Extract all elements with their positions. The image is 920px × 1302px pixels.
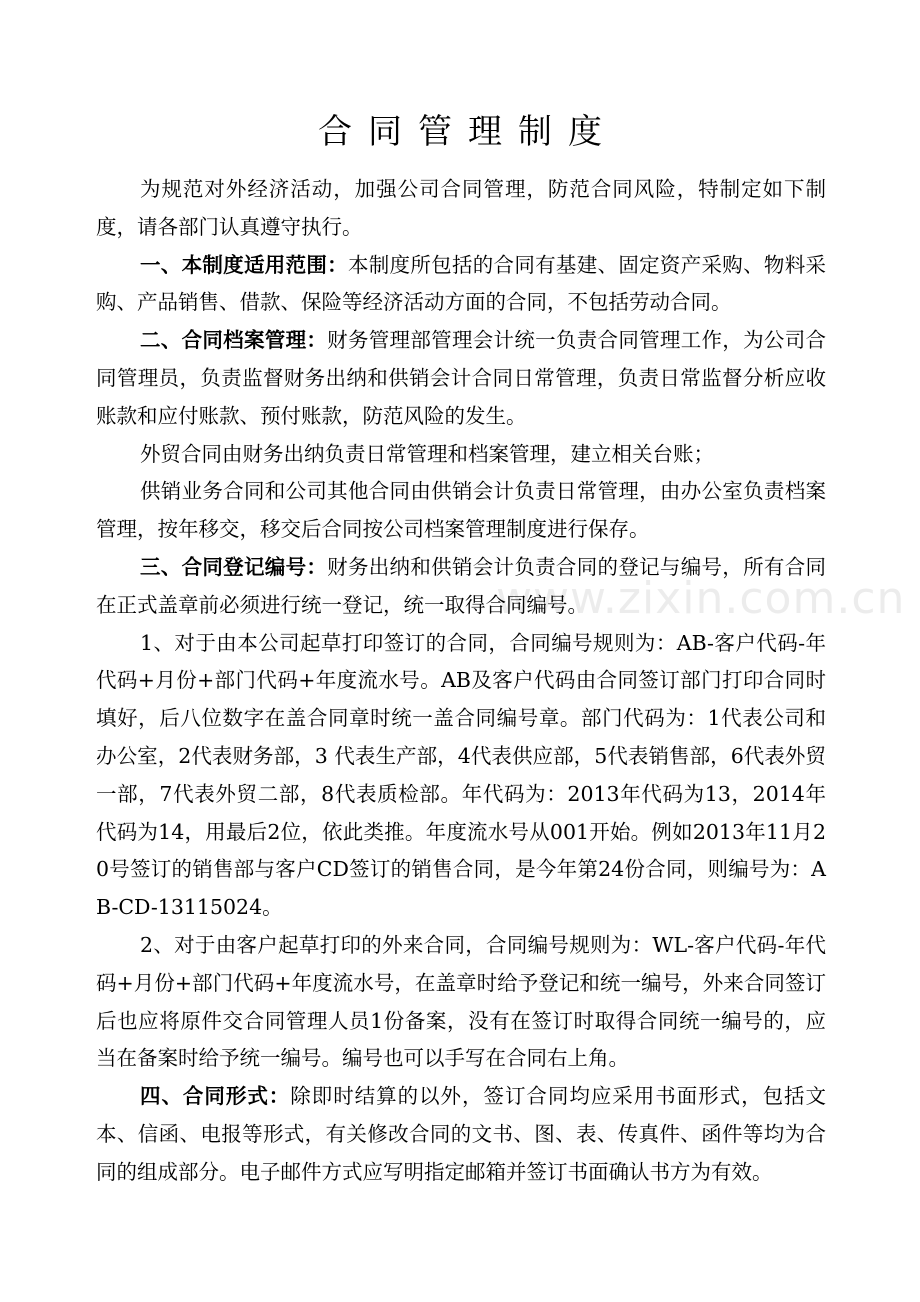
section-4-text: 除即时结算的以外，签订合同均应采用书面形式，包括文本、信函、电报等形式，有关修改合同的文书、图、表、传真件、函件等均为合同的组成部分。电子邮件方式应写明指定邮箱并签订书面确认书方为有效。 xyxy=(96,1084,827,1184)
section-2-text: 财务管理部管理会计统一负责合同管理工作，为公司合同管理员，负责监督财务出纳和供销会计合同日常管理，负责日常监督分析应收账款和应付账款、预付账款，防范风险的发生。 xyxy=(96,328,826,428)
section-1-paragraph xyxy=(96,247,826,323)
section-1-text: 本制度所包括的合同有基建、固定资产采购、物料采购、产品销售、借款、保险等经济活动方面的合同，不包括劳动合同。 xyxy=(96,252,826,315)
document-title: 合同管理制度 xyxy=(318,112,618,152)
section-2-foreign-trade-paragraph: 外贸合同由财务出纳负责日常管理和档案管理，建立相关台账； xyxy=(140,441,714,466)
section-3-item-1: 1、对于由本公司起草打印签订的合同，合同编号规则为：AB-客户代码-年代码+月份+部门代码+年度流水号。AB及客户代码由合同签订部门打印合同时填好，后八位数字在盖合同章时统一盖合同编号章。部门代码为：1代表公司和办公室，2代表财务部，3 代表生产部，4代表供应部，5代表销售部，6代表外贸一部，7代表外贸二部，8代表质检部。年代码为：2013年代码为13，2014年代码为14，用最后2位，依此类推。年度流水号从001开始。例如2013年11月20号签订的销售部与客户CD签订的销售合同，是今年第24份合同，则编号为：AB-CD-13115024。 xyxy=(96,630,826,920)
section-1-heading: 一、本制度适用范围： xyxy=(140,252,348,277)
section-2-heading: 二、合同档案管理： xyxy=(140,328,328,353)
document-body xyxy=(96,171,826,1192)
section-3-paragraph xyxy=(96,549,826,625)
section-3-item-2: 2、对于由客户起草打印的外来合同，合同编号规则为：WL-客户代码-年代码+月份+部门代码+年度流水号，在盖章时给予登记和统一编号，外来合同签订后也应将原件交合同管理人员1份备案，没有在签订时取得合同统一编号的，应当在备案时给予统一编号。编号也可以手写在合同右上角。 xyxy=(96,932,826,1071)
watermark: www.zixin.com.cn xyxy=(496,573,906,624)
section-2-supply-sales-paragraph: 供销业务合同和公司其他合同由供销会计负责日常管理，由办公室负责档案管理，按年移交，移交后合同按公司档案管理制度进行保存。 xyxy=(96,479,826,542)
section-3-heading: 三、合同登记编号： xyxy=(140,554,328,579)
section-3-text: 财务出纳和供销会计负责合同的登记与编号，所有合同在正式盖章前必须进行统一登记，统一取得合同编号。 xyxy=(96,554,826,617)
section-2-paragraph xyxy=(96,322,826,435)
section-4-heading: 四、合同形式： xyxy=(140,1084,291,1109)
section-4-paragraph xyxy=(96,1078,826,1191)
intro-paragraph: 为规范对外经济活动，加强公司合同管理，防范合同风险，特制定如下制度，请各部门认真遵守执行。 xyxy=(96,177,826,239)
